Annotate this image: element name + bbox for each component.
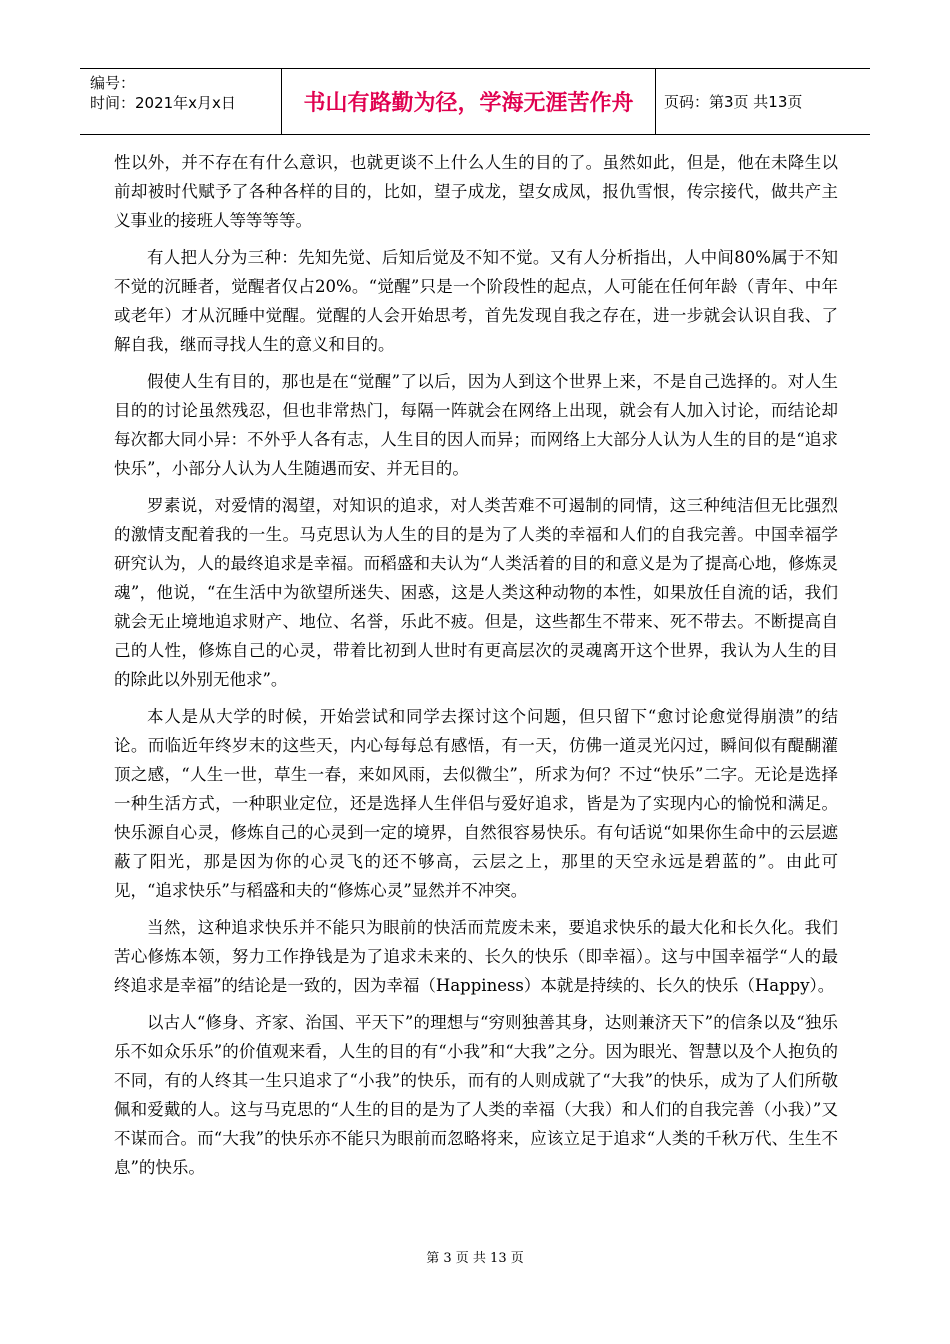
paragraph: 有人把人分为三种：先知先觉、后知后觉及不知不觉。又有人分析指出，人中间80%属于不知不觉的沉睡者，觉醒者仅占20%。“觉醒”只是一个阶段性的起点，人可能在任何年龄（青年、中年或老年）才从沉睡中觉醒。觉醒的人会开始思考，首先发现自我之存在，进一步就会认识自我、了解自我，继而寻找人生的意义和目的。 [114,248,838,354]
header-page-number: 页码：第3页 共13页 [664,93,803,111]
page-footer: 第 3 页 共 13 页 [426,1251,524,1266]
paragraph: 以古人“修身、齐家、治国、平天下”的理想与“穷则独善其身，达则兼济天下”的信条以及“独乐乐不如众乐乐”的价值观来看，人生的目的有“小我”和“大我”之分。因为眼光、智慧以及个人抱负的不同，有的人终其一生只追求了“小我”的快乐，而有的人则成就了“大我”的快乐，成为了人们所敬佩和爱戴的人。这与马克思的“人生的目的是为了人类的幸福（大我）和人们的自我完善（小我）”又不谋而合。而“大我”的快乐亦不能只为眼前而忽略将来，应该立足于追求“人类的千秋万代、生生不息”的快乐。 [114,1013,838,1177]
document-body [114,148,838,1190]
paragraph: 性以外，并不存在有什么意识，也就更谈不上什么人生的目的了。虽然如此，但是，他在未降生以前却被时代赋予了各种各样的目的，比如，望子成龙，望女成凤，报仇雪恨，传宗接代，做共产主义事业的接班人等等等等。 [114,153,838,230]
paragraph: 假使人生有目的，那也是在“觉醒”了以后，因为人到这个世界上来，不是自己选择的。对人生目的的讨论虽然残忍，但也非常热门，每隔一阵就会在网络上出现，就会有人加入讨论，而结论却每次都大同小异：不外乎人各有志，人生目的因人而异；而网络上大部分人认为人生的目的是“追求快乐”，小部分人认为人生随遇而安、并无目的。 [114,372,838,478]
time-label: 时间：2021年x月x日 [90,94,236,112]
header-meta [80,69,282,134]
paragraph: 当然，这种追求快乐并不能只为眼前的快活而荒废未来，要追求快乐的最大化和长久化。我们苦心修炼本领，努力工作挣钱是为了追求未来的、长久的快乐（即幸福）。这与中国幸福学“人的最终追求是幸福”的结论是一致的，因为幸福（Happiness）本就是持续的、长久的快乐（Happy）。 [114,918,838,995]
code-label: 编号： [90,74,136,92]
paragraph: 罗素说，对爱情的渴望，对知识的追求，对人类苦难不可遏制的同情，这三种纯洁但无比强烈的激情支配着我的一生。马克思认为人生的目的是为了人类的幸福和人们的自我完善。中国幸福学研究认为，人的最终追求是幸福。而稻盛和夫认为“人类活着的目的和意义是为了提高心地，修炼灵魂”，他说，“在生活中为欲望所迷失、困惑，这是人类这种动物的本性，如果放任自流的话，我们就会无止境地追求财产、地位、名誉，乐此不疲。但是，这些都生不带来、死不带去。不断提高自己的人性，修炼自己的心灵，带着比初到人世时有更高层次的灵魂离开这个世界，我认为人生的目的除此以外别无他求”。 [114,496,838,689]
header-motto: 书山有路勤为径，学海无涯苦作舟 [282,69,656,134]
paragraph: 本人是从大学的时候，开始尝试和同学去探讨这个问题，但只留下“愈讨论愈觉得崩溃”的结论。而临近年终岁末的这些天，内心每每总有感悟，有一天，仿佛一道灵光闪过，瞬间似有醍醐灌顶之感，“人生一世，草生一春，来如风雨，去似微尘”，所求为何？不过“快乐”二字。无论是选择一种生活方式，一种职业定位，还是选择人生伴侣与爱好追求，皆是为了实现内心的愉悦和满足。快乐源自心灵，修炼自己的心灵到一定的境界，自然很容易快乐。有句话说“如果你生命中的云层遮蔽了阳光，那是因为你的心灵飞的还不够高，云层之上，那里的天空永远是碧蓝的”。由此可见，“追求快乐”与稻盛和夫的“修炼心灵”显然并不冲突。 [114,707,838,900]
page-header [80,68,870,135]
